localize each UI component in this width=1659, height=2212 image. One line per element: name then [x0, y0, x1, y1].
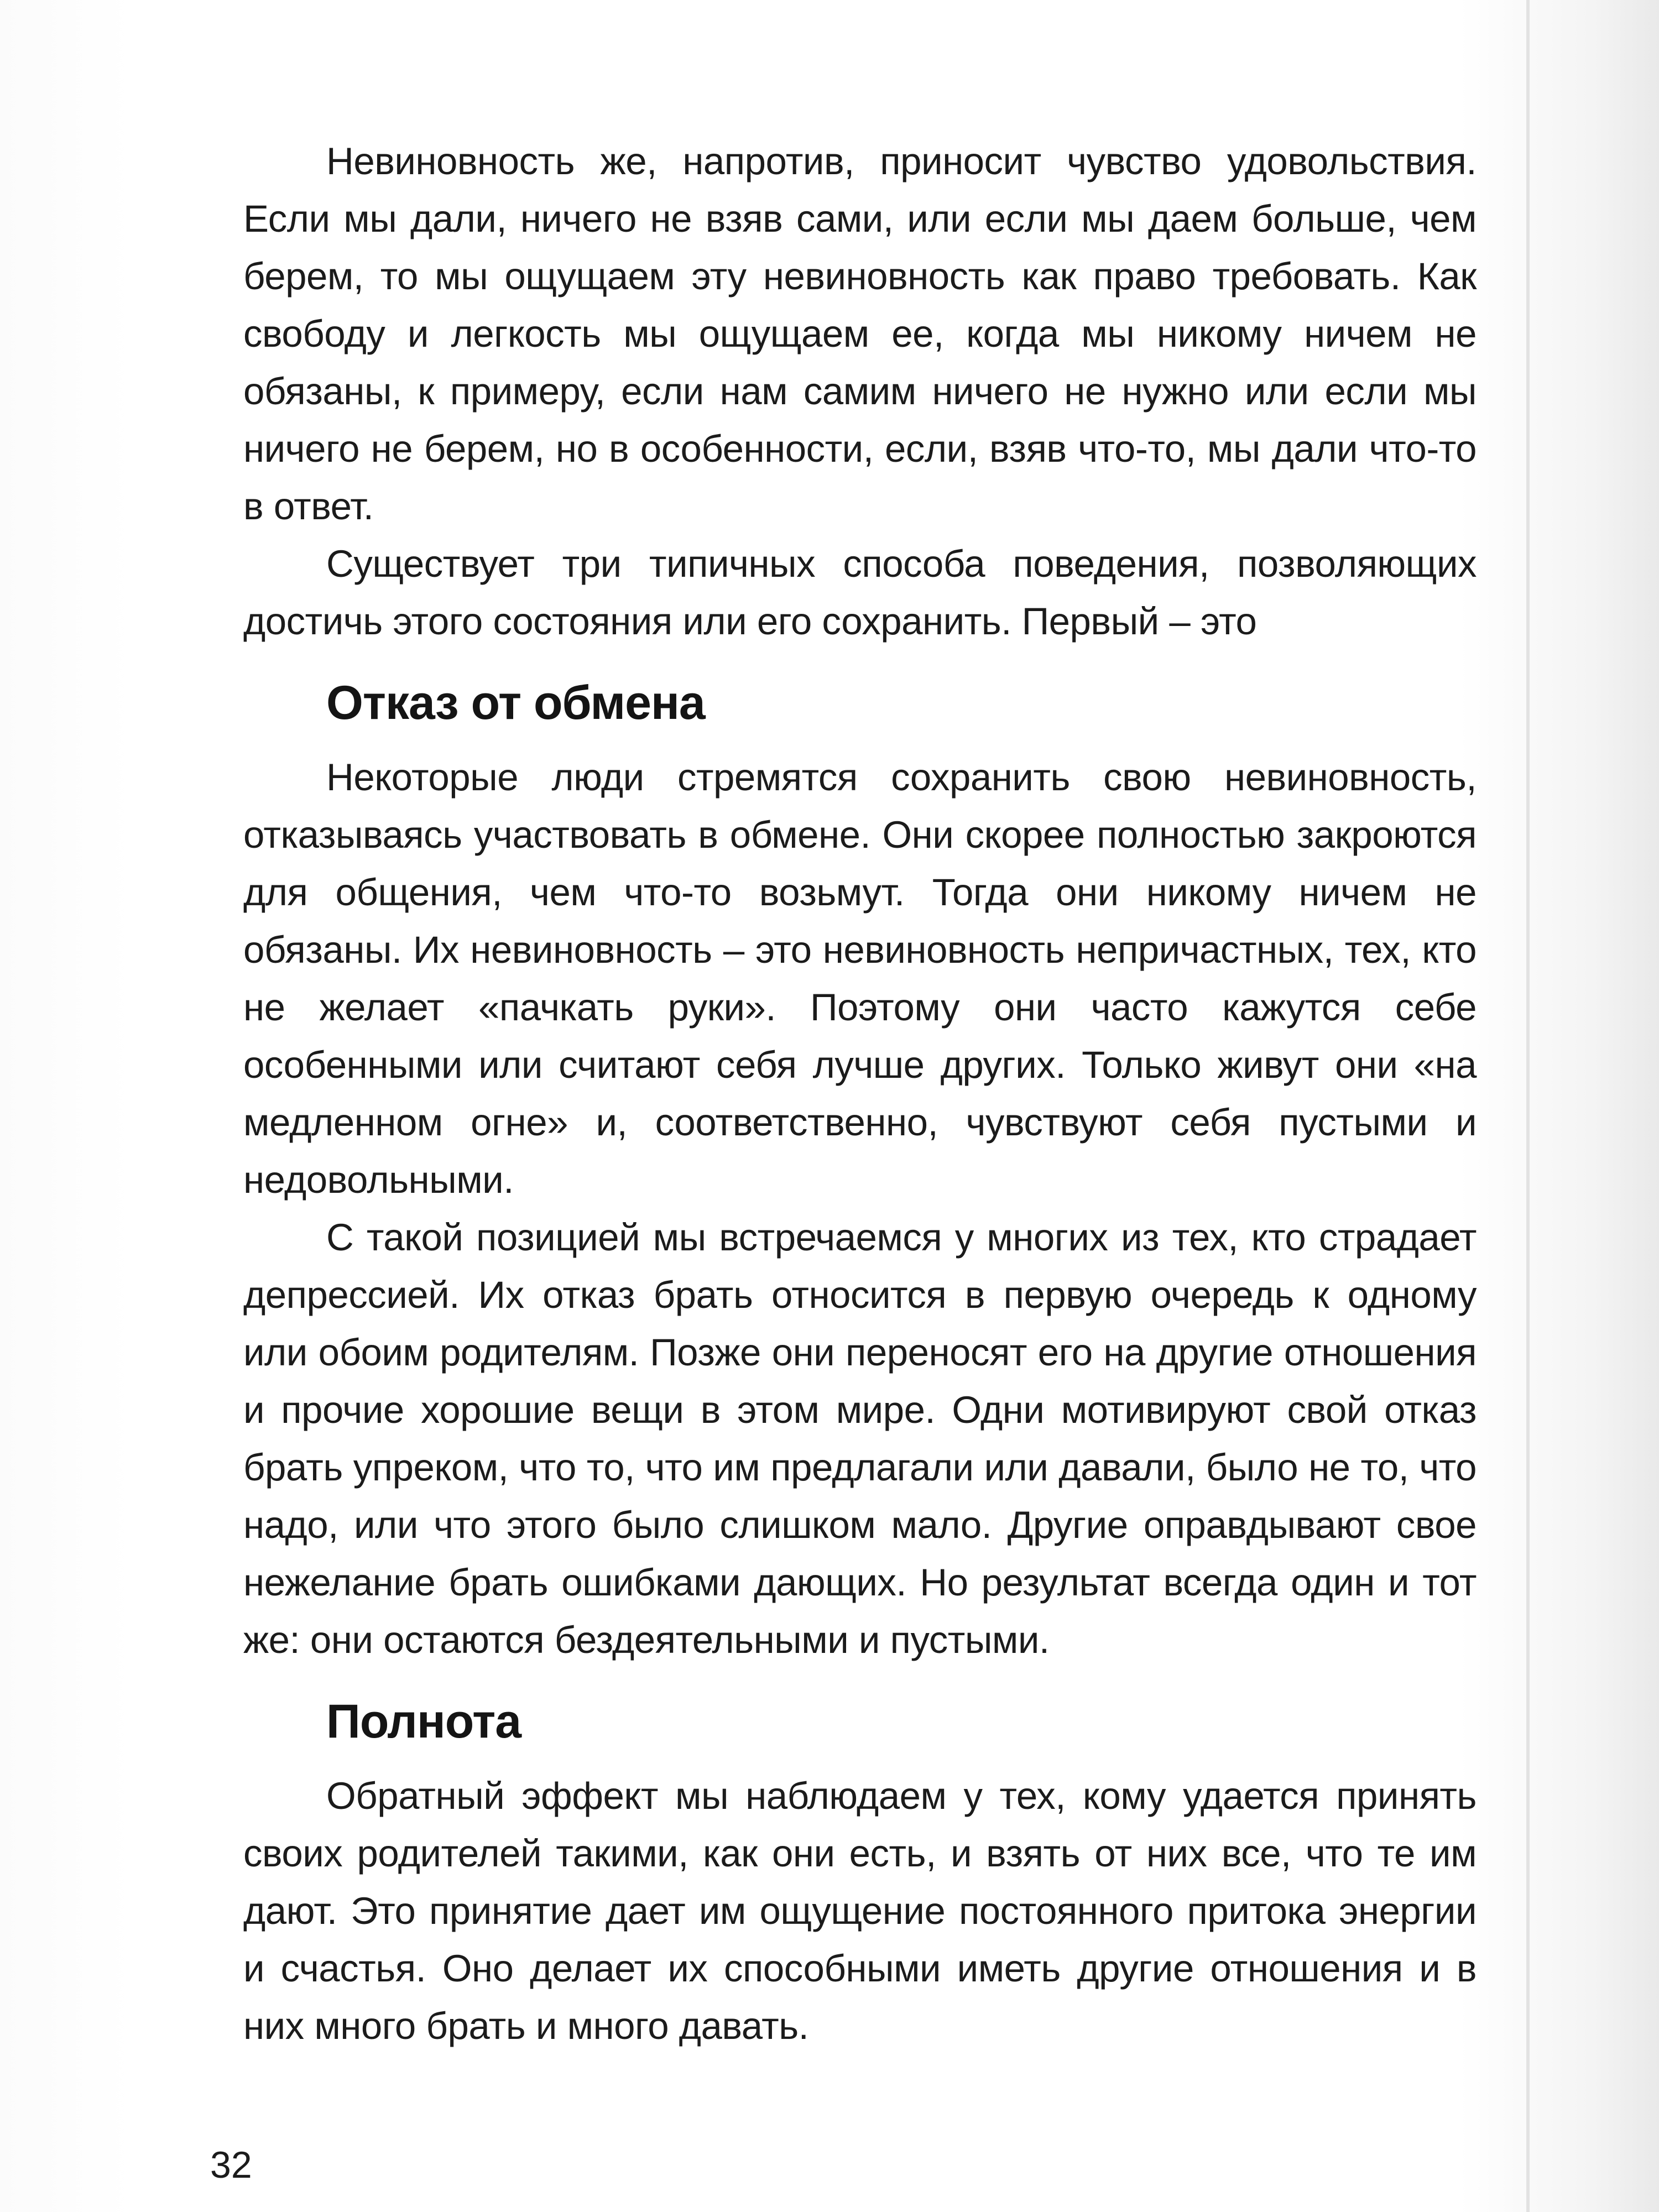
page-number: 32: [210, 2144, 252, 2186]
paragraph-innocence: Невиновность же, напротив, приносит чувство удовольствия. Если мы дали, ничего не взяв сами, или если мы даем больше, чем берем, то мы ощущаем эту невиновность как право требовать. Как свободу и легкость мы ощущаем ее, когда мы никому ничем не обязаны, к примеру, если нам самим ничего не нужно или если мы ничего не берем, но в особенности, если, взяв что-то, мы дали что-то в ответ.: [243, 140, 1477, 528]
page-fold-edge: [1526, 0, 1530, 2212]
paragraph-fullness-1: Обратный эффект мы наблюдаем у тех, кому удается принять своих родителей такими, как они есть, и взять от них все, что те им дают. Это принятие дает им ощущение постоянного притока энергии и счастья. Оно делает их способными иметь другие отношения и в них много брать и много давать.: [243, 1775, 1477, 2047]
book-page-content: [243, 133, 1477, 2055]
paragraph-three-ways: Существует три типичных способа поведения, позволяющих достичь этого состояния или его сохранить. Первый – это: [243, 542, 1477, 643]
paragraph-refusal-2: С такой позицией мы встречаемся у многих из тех, кто страдает депрессией. Их отказ брать относится в первую очередь к одному или обоим родителям. Позже они переносят его на другие отношения и прочие хорошие вещи в этом мире. Одни мотивируют свой отказ брать упреком, что то, что им предлагали или давали, было не то, что надо, или что этого было слишком мало. Другие оправдывают свое нежелание брать ошибками дающих. Но результат всегда один и тот же: они остаются бездеятельными и пустыми.: [243, 1216, 1477, 1661]
section-heading-fullness: Полнота: [326, 1695, 521, 1748]
paragraph-refusal-1: Некоторые люди стремятся сохранить свою невиновность, отказываясь участвовать в обмене. Они скорее полностью закроются для общения, чем что-то возьмут. Тогда они никому ничем не обязаны. Их невиновность – это невиновность непричастных, тех, кто не желает «пачкать руки». Поэтому они часто кажутся себе особенными или считают себя лучше других. Только живут они «на медленном огне» и, соответственно, чувствуют себя пустыми и недовольными.: [243, 756, 1477, 1201]
section-heading-refusal: Отказ от обмена: [326, 676, 705, 729]
